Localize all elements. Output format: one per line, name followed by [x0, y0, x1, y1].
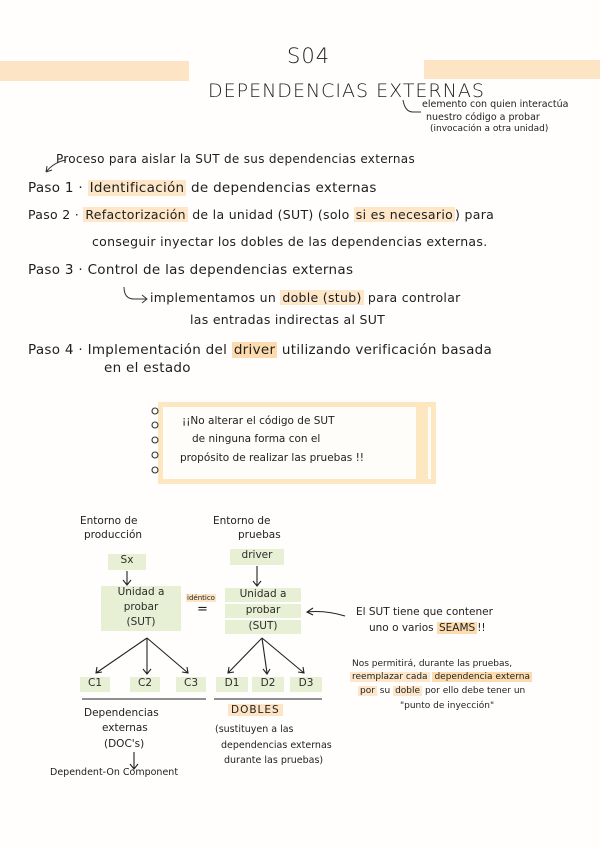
- arrow-unit-to-c3: [147, 638, 188, 673]
- seams-line2-post: !!: [477, 622, 486, 634]
- step-1: Paso 1 · Identificación de dependencias externas: [28, 180, 377, 196]
- seams-line2: [369, 622, 486, 634]
- arrow-unit-to-d1: [228, 638, 262, 673]
- arrow-unit-to-c1: [96, 638, 147, 673]
- seams-line2-pre: uno o varios: [369, 622, 434, 634]
- step-3-label: Paso 3: [28, 262, 74, 278]
- doubles-note-1: (sustituyen a las: [215, 724, 294, 735]
- seams-note-2-highlight: dependencia externa: [434, 672, 530, 682]
- side-note-line3: (invocación a otra unidad): [430, 124, 549, 134]
- warning-line2: de ninguna forma con el: [192, 433, 321, 445]
- step-1-highlight: Identificación: [89, 180, 185, 196]
- doubles-note-2: dependencias externas: [221, 740, 332, 751]
- component-d1: D1: [216, 677, 248, 692]
- unit-right-2: probar: [225, 604, 301, 618]
- step-4-label: Paso 4: [28, 342, 74, 358]
- step-2-line2: conseguir inyectar los dobles de las dependencias externas.: [92, 234, 488, 249]
- seams-note-3-mid: su: [379, 686, 391, 696]
- step-4-post: utilizando verificación basada: [281, 342, 493, 358]
- side-note-line2: nuestro código a probar: [426, 112, 540, 123]
- step-2-highlight: Refactorización: [85, 207, 186, 222]
- component-c2: C2: [130, 677, 160, 692]
- step-4: Paso 4 · Implementación del driver utilizando verificación basada: [28, 342, 493, 358]
- step-4-pre: Implementación del: [87, 342, 228, 358]
- component-d2: D2: [252, 677, 284, 692]
- step-3-sub-pre: implementamos un: [150, 290, 277, 305]
- seams-note-2-pre: reemplazar cada: [352, 672, 428, 682]
- seams-highlight: SEAMS: [438, 622, 476, 634]
- step-2-end: ) para: [455, 207, 495, 222]
- seams-note-3-hl1: por: [360, 686, 375, 696]
- identical-label: idéntico: [187, 594, 215, 602]
- step-1-label: Paso 1: [28, 180, 74, 196]
- step-3-sub-line2: las entradas indirectas al SUT: [190, 312, 386, 327]
- step-3-sub-highlight: doble (stub): [282, 290, 362, 305]
- side-note-line1: elemento con quien interactúa: [422, 99, 569, 110]
- step-4-line2: en el estado: [104, 360, 191, 376]
- section-code: S04: [287, 44, 331, 68]
- arrow-unit-to-d3: [262, 638, 304, 673]
- seams-note-2: [350, 672, 532, 682]
- component-d3: D3: [290, 677, 322, 692]
- seams-note-3-post: por ello debe tener un: [424, 686, 526, 696]
- unit-left-2: probar: [101, 601, 181, 616]
- arrow-driver-to-unit: [253, 566, 261, 586]
- step-2-middle: de la unidad (SUT) (solo: [192, 207, 350, 222]
- warning-line3: propósito de realizar las pruebas !!: [180, 452, 364, 464]
- step-4-highlight: driver: [233, 342, 276, 358]
- deps-label-2: externas: [102, 722, 148, 734]
- page-title: DEPENDENCIAS EXTERNAS: [208, 80, 485, 102]
- unit-left-1: Unidad a: [101, 586, 181, 601]
- seams-note-3-hl2: doble: [395, 686, 421, 696]
- component-c3: C3: [176, 677, 206, 692]
- driver-box: driver: [230, 549, 284, 565]
- sx-box: Sx: [108, 554, 146, 570]
- seams-line1: El SUT tiene que contener: [356, 606, 493, 618]
- unit-right-1: Unidad a: [225, 588, 301, 602]
- prod-env-line2: producción: [84, 529, 143, 541]
- seams-note-1: Nos permitirá, durante las pruebas,: [352, 659, 513, 669]
- arrow-sx-to-unit: [123, 571, 131, 585]
- step-3-text: Control de las dependencias externas: [87, 262, 354, 278]
- process-intro: Proceso para aislar la SUT de sus dependencias externas: [56, 152, 416, 166]
- doubles-label: DOBLES: [228, 704, 283, 716]
- deps-label-1: Dependencias: [84, 707, 159, 719]
- step-1-rest: de dependencias externas: [191, 180, 377, 196]
- seams-note-3: [358, 686, 525, 696]
- arrow-unit-to-c2: [143, 638, 151, 674]
- test-env-line2: pruebas: [238, 529, 281, 541]
- unit-right-3: (SUT): [225, 620, 301, 634]
- doubles-note-3: durante las pruebas): [224, 755, 324, 766]
- doc-full-name: Dependent-On Component: [50, 767, 179, 778]
- arrow-seams-to-unit: [307, 608, 345, 616]
- step-2-label: Paso 2: [28, 207, 71, 222]
- component-c1: C1: [80, 677, 110, 692]
- step-3-sub-post: para controlar: [367, 290, 461, 305]
- unit-left-3: (SUT): [101, 616, 181, 631]
- test-env-line1: Entorno de: [213, 515, 271, 527]
- step-3: Paso 3 · Control de las dependencias externas: [28, 262, 354, 278]
- seams-note-4: "punto de inyección": [400, 701, 495, 711]
- step-2: Paso 2 · Refactorización de la unidad (SUT) (solo si es necesario ) para: [28, 207, 495, 222]
- equals-sign: =: [197, 602, 208, 617]
- deps-label-3: (DOC's): [104, 738, 145, 750]
- prod-env-line1: Entorno de: [80, 515, 138, 527]
- step-2-highlight2: si es necesario: [355, 207, 454, 222]
- warning-line1: ¡¡No alterar el código de SUT: [182, 415, 335, 427]
